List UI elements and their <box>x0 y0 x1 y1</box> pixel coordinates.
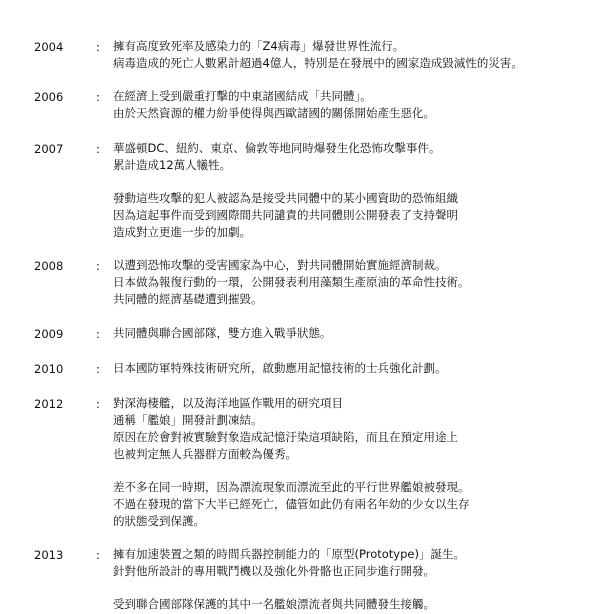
entry-paragraph <box>113 360 590 377</box>
entry-text-line: 差不多在同一時期，因為漂流現象而漂流至此的平行世界艦娘被發現。 <box>113 480 470 494</box>
entry-text-line: 原因在於會對被實驗對象造成記憶汙染這項缺陷，而且在預定用途上 <box>113 430 458 444</box>
entry-separator: : <box>96 327 100 341</box>
entry-text-line: 對深海棲艦，以及海洋地區作戰用的研究項目 <box>113 396 343 410</box>
entry-body <box>113 360 600 377</box>
entry-text-line: 不過在發現的當下大半已經死亡，儘管如此仍有兩名年幼的少女以生存 <box>113 497 470 511</box>
entry-text-line: 累計造成12萬人犧牲。 <box>113 158 232 172</box>
entry-year: 2013 <box>34 548 64 562</box>
entry-year: 2004 <box>34 40 64 54</box>
entry-year: 2008 <box>34 259 64 273</box>
entry-text-line: 由於天然資源的權力紛爭使得與西歐諸國的關係開始產生惡化。 <box>113 106 435 120</box>
entry-text-line: 造成對立更進一步的加劇。 <box>113 225 251 239</box>
timeline-entry <box>0 546 600 613</box>
entry-separator: : <box>96 259 100 273</box>
entry-body <box>113 38 600 72</box>
entry-paragraph <box>113 479 590 530</box>
entry-text-line: 日本做為報復行動的一環，公開發表利用藻類生產原油的革命性技術。 <box>113 275 470 289</box>
entry-separator: : <box>96 142 100 156</box>
entry-year: 2009 <box>34 327 64 341</box>
timeline-entry <box>0 140 600 241</box>
entry-text-line: 擁有加速裝置之類的時間兵器控制能力的「原型(Prototype)」誕生。 <box>113 547 465 561</box>
timeline <box>0 38 600 613</box>
entry-paragraph <box>113 596 590 613</box>
entry-body <box>113 395 600 530</box>
timeline-entry <box>0 38 600 72</box>
timeline-entry <box>0 88 600 122</box>
entry-year: 2012 <box>34 397 64 411</box>
entry-year: 2010 <box>34 362 64 376</box>
entry-separator: : <box>96 362 100 376</box>
entry-paragraph <box>113 325 590 342</box>
entry-separator: : <box>96 40 100 54</box>
entry-text-line: 因為這起事件而受到國際間共同譴責的共同體則公開發表了支持聲明 <box>113 208 458 222</box>
entry-text-line: 也被判定無人兵器群方面較為優秀。 <box>113 447 297 461</box>
entry-body <box>113 88 600 122</box>
entry-paragraph <box>113 88 590 122</box>
entry-body <box>113 325 600 342</box>
entry-paragraph <box>113 140 590 174</box>
timeline-entry <box>0 360 600 378</box>
entry-text-line: 共同體與聯合國部隊，雙方進入戰爭狀態。 <box>113 326 332 340</box>
timeline-entry <box>0 257 600 308</box>
entry-paragraph <box>113 395 590 463</box>
entry-text-line: 受到聯合國部隊保護的其中一名艦娘漂流者與共同體發生接觸。 <box>113 597 435 611</box>
entry-text-line: 華盛頓DC、紐約、東京、倫敦等地同時爆發生化恐怖攻擊事件。 <box>113 141 441 155</box>
entry-separator: : <box>96 397 100 411</box>
timeline-entry <box>0 325 600 343</box>
entry-text-line: 以遭到恐怖攻擊的受害國家為中心，對共同體開始實施經濟制裁。 <box>113 258 447 272</box>
entry-text-line: 日本國防軍特殊技術研究所，啟動應用記憶技術的士兵強化計劃。 <box>113 361 447 375</box>
entry-paragraph <box>113 38 590 72</box>
entry-year: 2007 <box>34 142 64 156</box>
entry-separator: : <box>96 548 100 562</box>
entry-paragraph <box>113 257 590 308</box>
entry-text-line: 擁有高度致死率及感染力的「Z4病毒」爆發世界性流行。 <box>113 39 405 53</box>
entry-separator: : <box>96 90 100 104</box>
entry-year: 2006 <box>34 90 64 104</box>
entry-paragraph <box>113 190 590 241</box>
entry-text-line: 病毒造成的死亡人數累計超過4億人，特別是在發展中的國家造成毀滅性的災害。 <box>113 56 523 70</box>
entry-text-line: 通稱「艦娘」開發計劃凍結。 <box>113 413 263 427</box>
entry-text-line: 的狀態受到保護。 <box>113 514 205 528</box>
entry-text-line: 發動這些攻擊的犯人被認為是接受共同體中的某小國資助的恐怖組織 <box>113 191 458 205</box>
entry-body <box>113 140 600 241</box>
timeline-entry <box>0 395 600 530</box>
entry-paragraph <box>113 546 590 580</box>
entry-body <box>113 546 600 613</box>
entry-text-line: 在經濟上受到嚴重打擊的中東諸國結成「共同體」。 <box>113 89 372 103</box>
entry-text-line: 針對他所設計的專用戰鬥機以及強化外骨骼也正同步進行開發。 <box>113 564 435 578</box>
entry-text-line: 共同體的經濟基礎遭到摧毀。 <box>113 292 263 306</box>
entry-body <box>113 257 600 308</box>
